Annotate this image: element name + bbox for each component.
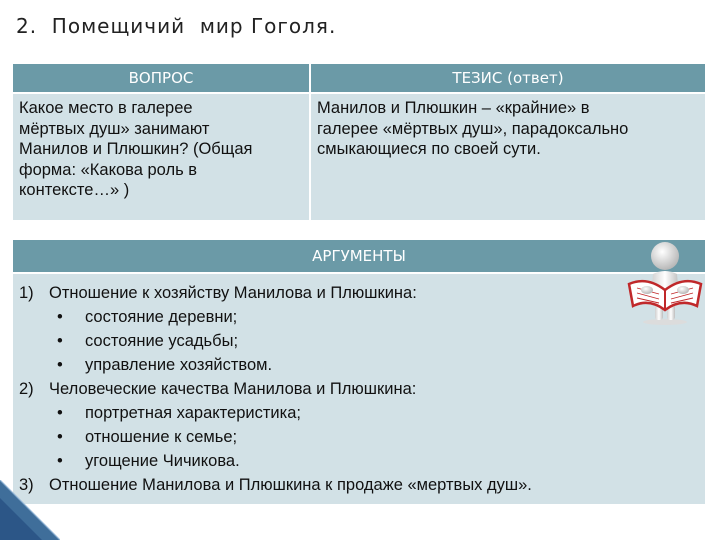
- argument-number: 2): [19, 380, 34, 398]
- question-line: Какое место в галерее: [19, 99, 193, 117]
- argument-subitem: [19, 425, 705, 449]
- arguments-list: [13, 274, 705, 504]
- arguments-header: АРГУМЕНТЫ: [13, 240, 705, 272]
- question-line: Манилов и Плюшкин? (Общая: [19, 140, 253, 158]
- thesis-line: галерее «мёртвых душ», парадоксально: [317, 119, 629, 138]
- argument-text: Человеческие качества Манилова и Плюшкина:: [49, 380, 417, 398]
- argument-subitem: [19, 449, 705, 473]
- argument-item: [19, 473, 705, 497]
- thesis-header: ТЕЗИС (ответ): [311, 64, 705, 92]
- argument-subitem: [19, 329, 705, 353]
- thesis-line: Манилов и Плюшкин – «крайние» в: [317, 99, 590, 117]
- bullet-icon: •: [57, 428, 63, 446]
- question-line: мёртвых душ» занимают: [19, 119, 210, 138]
- slide-title: 2. Помещичий мир Гоголя.: [16, 14, 337, 38]
- argument-subitem: [19, 353, 705, 377]
- bullet-icon: •: [57, 452, 63, 470]
- subitem-text: состояние усадьбы;: [85, 332, 239, 350]
- thesis-cell: [311, 94, 705, 220]
- argument-text: Отношение к хозяйству Манилова и Плюшкина:: [49, 284, 417, 302]
- bullet-icon: •: [57, 332, 63, 350]
- argument-item: [19, 281, 705, 305]
- argument-subitem: [19, 305, 705, 329]
- bullet-icon: •: [57, 404, 63, 422]
- question-cell: [13, 94, 309, 220]
- question-thesis-table: [13, 64, 705, 220]
- argument-number: 3): [19, 476, 34, 494]
- subitem-text: управление хозяйством.: [85, 356, 273, 374]
- argument-number: 1): [19, 284, 34, 302]
- subitem-text: отношение к семье;: [85, 428, 238, 446]
- argument-subitem: [19, 401, 705, 425]
- reading-figure-icon: [625, 240, 703, 326]
- bullet-icon: •: [57, 308, 63, 326]
- thesis-line: смыкающиеся по своей сути.: [317, 140, 541, 158]
- argument-text: Отношение Манилова и Плюшкина к продаже «мертвых душ».: [49, 476, 532, 494]
- subitem-text: угощение Чичикова.: [85, 452, 240, 470]
- bullet-icon: •: [57, 356, 63, 374]
- question-line: контексте…» ): [19, 181, 130, 199]
- subitem-text: портретная характеристика;: [85, 404, 301, 422]
- question-line: форма: «Какова роль в: [19, 160, 198, 179]
- argument-item: [19, 377, 705, 401]
- question-header: ВОПРОС: [13, 64, 309, 92]
- subitem-text: состояние деревни;: [85, 308, 238, 326]
- arguments-block: [13, 240, 705, 504]
- corner-decoration: [0, 480, 60, 540]
